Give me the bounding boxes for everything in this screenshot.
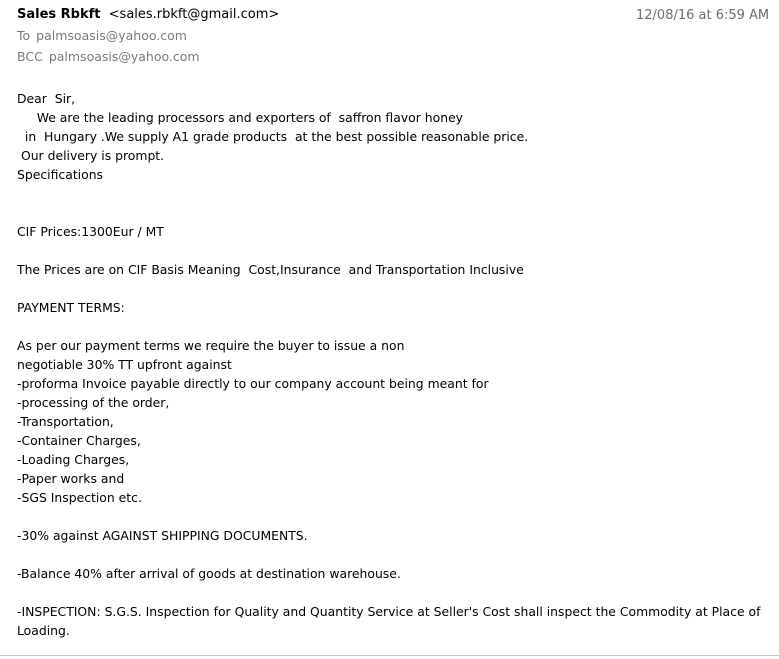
blank-line: [17, 184, 762, 203]
body-line: negotiable 30% TT upfront against: [17, 357, 232, 372]
blank-line: [17, 317, 762, 336]
body-line: -Container Charges,: [17, 433, 141, 448]
to-line: [17, 27, 187, 45]
bcc-address[interactable]: palmsoasis@yahoo.com: [48, 49, 200, 64]
email-header: [0, 0, 779, 80]
body-line: -proforma Invoice payable directly to our company account being meant for: [17, 376, 489, 391]
body-line: -Transportation,: [17, 414, 114, 429]
to-address[interactable]: palmsoasis@yahoo.com: [36, 28, 187, 43]
sender-line: [17, 6, 279, 24]
body-line: -30% against AGAINST SHIPPING DOCUMENTS.: [17, 528, 308, 543]
body-line: -Loading Charges,: [17, 452, 130, 467]
blank-line: [17, 279, 762, 298]
body-line: -Paper works and: [17, 471, 125, 486]
blank-line: [17, 507, 762, 526]
body-line: -SGS Inspection etc.: [17, 490, 142, 505]
body-line: -processing of the order,: [17, 395, 170, 410]
body-line: CIF Prices:1300Eur / MT: [17, 224, 164, 239]
sender-email[interactable]: <sales.rbkft@gmail.com>: [108, 7, 280, 22]
body-line: As per our payment terms we require the buyer to issue a non: [17, 338, 405, 353]
bcc-line: [17, 48, 200, 66]
body-line: The Prices are on CIF Basis Meaning Cost,Insurance and Transportation Inclusive: [17, 262, 524, 277]
to-label: To: [17, 28, 31, 43]
blank-line: [17, 203, 762, 222]
body-line: Loading.: [17, 623, 70, 638]
section-heading: PAYMENT TERMS:: [17, 300, 125, 315]
body-line: in Hungary .We supply A1 grade products at the best possible reasonable price.: [17, 129, 529, 144]
body-line: Specifications: [17, 167, 104, 182]
bcc-label: BCC: [17, 49, 43, 64]
body-line: We are the leading processors and exporters of saffron flavor honey: [17, 110, 464, 125]
blank-line: [17, 583, 762, 602]
email-body: [17, 89, 762, 640]
blank-line: [17, 241, 762, 260]
body-line: Our delivery is prompt.: [17, 148, 165, 163]
blank-line: [17, 545, 762, 564]
body-line: -INSPECTION: S.G.S. Inspection for Quality and Quantity Service at Seller's Cost shall inspect the Commodity at Place of: [17, 604, 761, 619]
timestamp: 12/08/16 at 6:59 AM: [636, 8, 770, 23]
body-line: Dear Sir,: [17, 91, 76, 106]
divider: [0, 655, 779, 656]
sender-name[interactable]: Sales Rbkft: [17, 7, 101, 22]
body-line: -Balance 40% after arrival of goods at destination warehouse.: [17, 566, 401, 581]
